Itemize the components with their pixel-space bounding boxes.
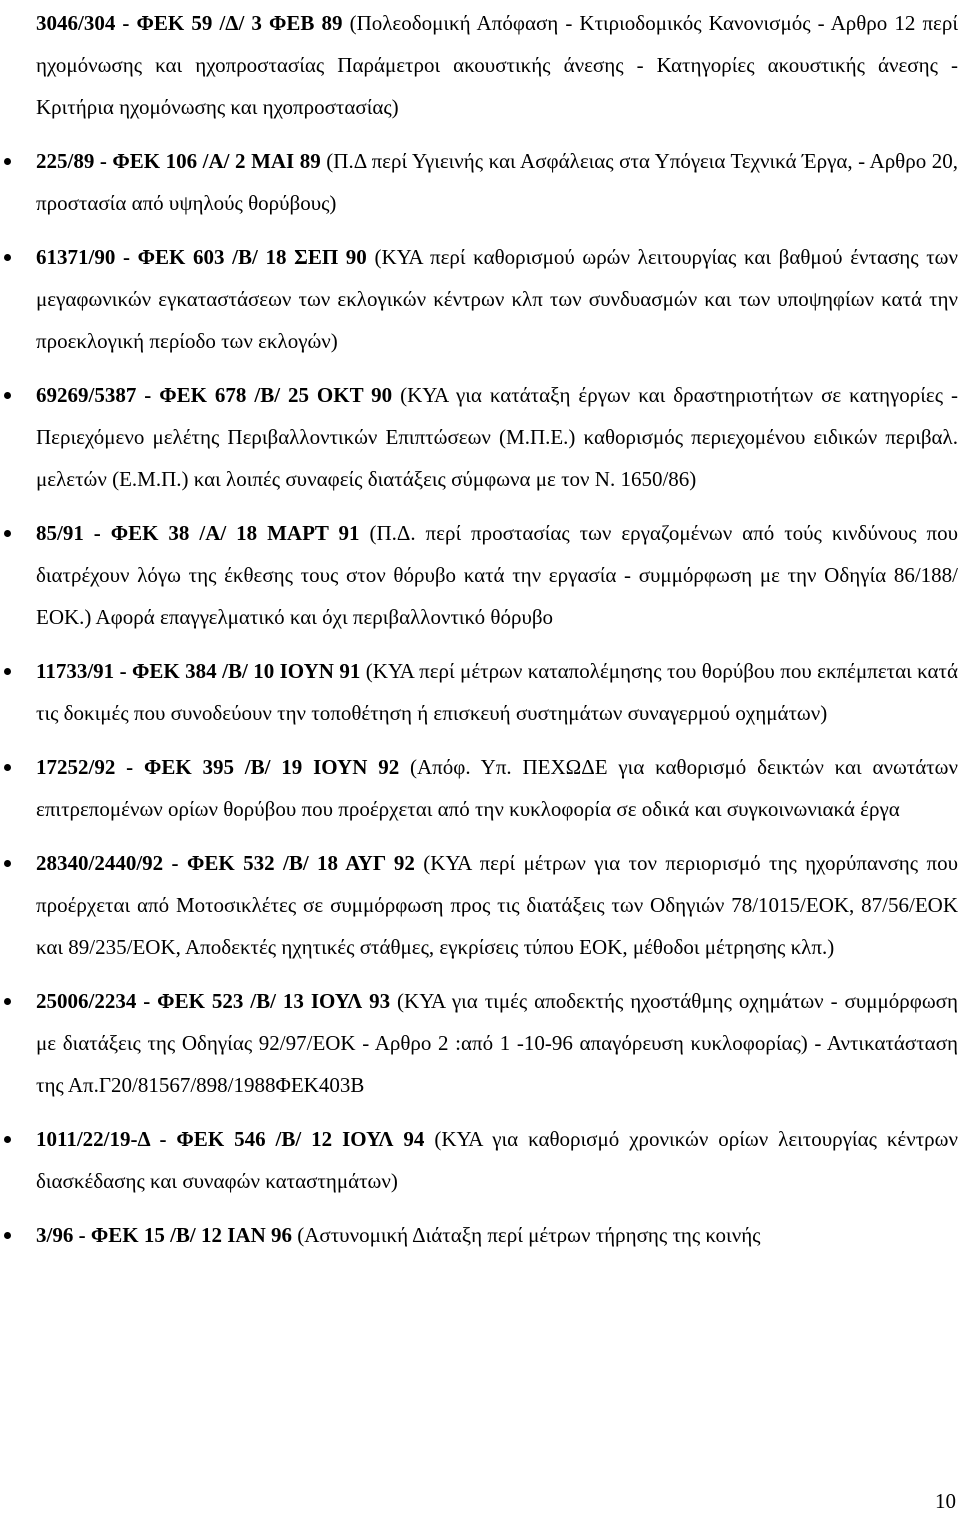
law-description: (Αστυνομική Διάταξη περί μέτρων τήρησης της κοινής <box>292 1223 761 1247</box>
bullet-icon <box>4 530 11 537</box>
list-item <box>36 1214 958 1256</box>
list-item <box>36 650 958 734</box>
law-reference: 25006/2234 - ΦΕΚ 523 /Β/ 13 ΙΟΥΛ 93 <box>36 989 391 1013</box>
law-reference: 17252/92 - ΦΕΚ 395 /Β/ 19 ΙΟΥΝ 92 <box>36 755 400 779</box>
list-item <box>36 140 958 224</box>
bullet-icon <box>4 1136 11 1143</box>
list-item <box>36 1118 958 1202</box>
page-number: 10 <box>935 1489 956 1513</box>
law-description: (ΚΥΑ περί μέτρων για τον περιορισμό της ηχορύπανσης που προέρχεται από Μοτοσικλέτες σε συμμόρφωση προς τις διατάξεις των Οδηγιών 78/1015/ΕΟΚ, 87/56/ΕΟΚ και 89/235/ΕΟΚ, Αποδεκτές ηχητικές στάθμες, εγκρίσεις τύπου ΕΟΚ, μέθοδοι μέτρησης κλπ.) <box>36 851 958 959</box>
law-description: (Πολεοδομική Απόφαση - Κτιριοδομικός Κανονισμός - Αρθρο 12 περί ηχομόνωσης και ηχοπροστασίας Παράμετροι ακουστικής άνεσης - Κατηγορίες ακουστικής άνεσης - Κριτήρια ηχομόνωσης και ηχοπροστασίας) <box>36 11 959 119</box>
bullet-icon <box>4 158 11 165</box>
law-reference: 28340/2440/92 - ΦΕΚ 532 /Β/ 18 ΑΥΓ 92 <box>36 851 415 875</box>
law-reference: 85/91 - ΦΕΚ 38 /Α/ 18 ΜΑΡΤ 91 <box>36 521 360 545</box>
law-description: (Απόφ. Υπ. ΠΕΧΩΔΕ για καθορισμό δεικτών και ανωτάτων επιτρεπομένων ορίων θορύβου που προέρχεται από την κυκλοφορία σε οδικά και συγκοινωνιακά έργα <box>36 755 958 821</box>
legislation-list <box>36 2 958 1268</box>
law-description: (ΚΥΑ περί μέτρων καταπολέμησης του θορύβου που εκπέμπεται κατά τις δοκιμές που συνοδεύουν την τοποθέτηση ή επισκευή συστημάτων συναγερμού οχημάτων) <box>36 659 958 725</box>
bullet-icon <box>4 764 11 771</box>
law-description: (ΚΥΑ περί καθορισμού ωρών λειτουργίας και βαθμού έντασης των μεγαφωνικών εγκαταστάσεων των εκλογικών κέντρων κλπ των συνδυασμών και των υποψηφίων κατά την προεκλογική περίοδο των εκλογών) <box>36 245 958 353</box>
list-item <box>36 842 958 968</box>
bullet-icon <box>4 392 11 399</box>
law-reference: 69269/5387 - ΦΕΚ 678 /Β/ 25 ΟΚΤ 90 <box>36 383 393 407</box>
bullet-icon <box>4 998 11 1005</box>
law-description: (ΚΥΑ για τιμές αποδεκτής ηχοστάθμης οχημάτων - συμμόρφωση με διατάξεις της Οδηγίας 92/97/ΕΟΚ - Αρθρο 2 :από 1 -10-96 απαγόρευση κυκλοφορίας) - Αντικατάσταση της Απ.Γ20/81567/898/1988ΦΕΚ403Β <box>36 989 958 1097</box>
bullet-icon <box>4 1232 11 1239</box>
law-reference: 3/96 - ΦΕΚ 15 /Β/ 12 ΙΑΝ 96 <box>36 1223 293 1247</box>
bullet-icon <box>4 860 11 867</box>
law-description: (ΚΥΑ για κατάταξη έργων και δραστηριοτήτων σε κατηγορίες - Περιεχόμενο μελέτης Περιβαλλοντικών Επιπτώσεων (Μ.Π.Ε.) καθορισμός περιεχομένου ειδικών περιβαλ. μελετών (Ε.Μ.Π.) και λοιπές συναφείς διατάξεις σύμφωνα με τον Ν. 1650/86) <box>36 383 958 491</box>
list-item <box>36 374 958 500</box>
law-description: (Π.Δ περί Υγιεινής και Ασφάλειας στα Υπόγεια Τεχνικά Έργα, - Αρθρο 20, προστασία από υψηλούς θορύβους) <box>36 149 958 215</box>
list-item <box>36 746 958 830</box>
law-reference: 61371/90 - ΦΕΚ 603 /Β/ 18 ΣΕΠ 90 <box>36 245 367 269</box>
list-item <box>36 980 958 1106</box>
list-item <box>36 512 958 638</box>
law-reference: 1011/22/19-Δ - ΦΕΚ 546 /Β/ 12 ΙΟΥΛ 94 <box>36 1127 425 1151</box>
law-reference: 225/89 - ΦΕΚ 106 /Α/ 2 ΜΑΙ 89 <box>36 149 321 173</box>
law-reference: 11733/91 - ΦΕΚ 384 /Β/ 10 ΙΟΥΝ 91 <box>36 659 361 683</box>
list-item <box>36 2 958 128</box>
law-description: (Π.Δ. περί προστασίας των εργαζομένων από τούς κινδύνους που διατρέχουν λόγω της έκθεσης τους στον θόρυβο κατά την εργασία - συμμόρφωση με την Οδηγία 86/188/ΕΟΚ.) Αφορά επαγγελματικό και όχι περιβαλλοντικό θόρυβο <box>36 521 958 629</box>
list-item <box>36 236 958 362</box>
law-reference: 3046/304 - ΦΕΚ 59 /Δ/ 3 ΦΕΒ 89 <box>36 11 343 35</box>
bullet-icon <box>4 668 11 675</box>
bullet-icon <box>4 254 11 261</box>
law-description: (ΚΥΑ για καθορισμό χρονικών ορίων λειτουργίας κέντρων διασκέδασης και συναφών καταστημάτων) <box>36 1127 958 1193</box>
